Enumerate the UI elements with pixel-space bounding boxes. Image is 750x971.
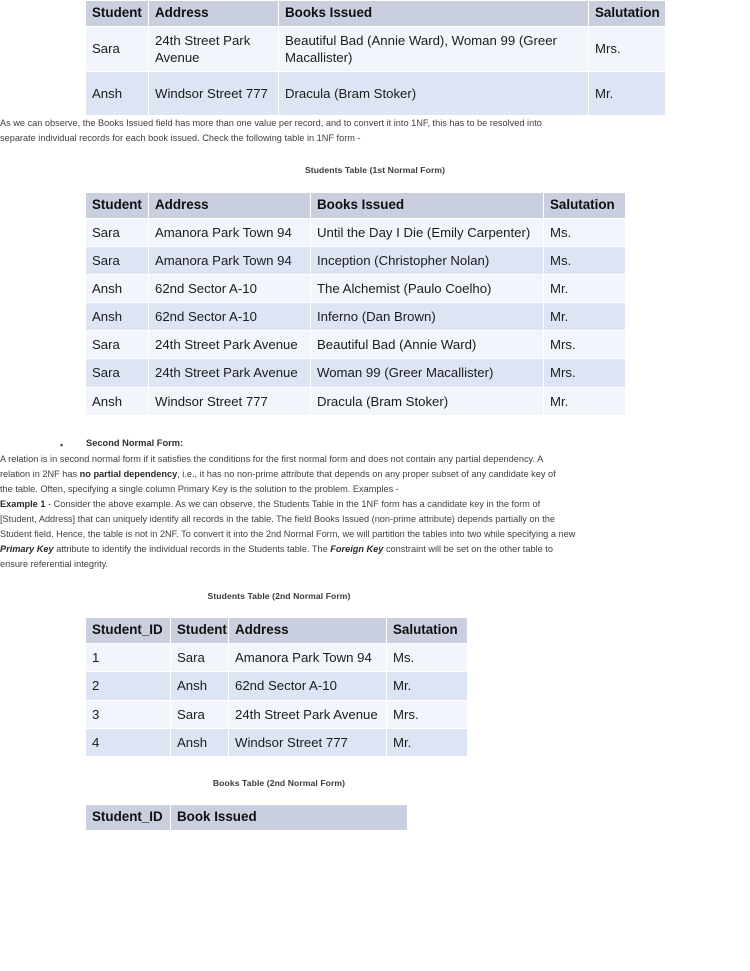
table-row: [86, 274, 626, 302]
cell-salutation: Ms.: [387, 644, 468, 672]
unnormalized-students-table: [85, 0, 666, 116]
cell-salutation: Mr.: [544, 274, 626, 302]
cell-address: Windsor Street 777: [149, 387, 311, 415]
cell-student: Ansh: [86, 303, 149, 331]
table-row: [86, 331, 626, 359]
table-row: [86, 218, 626, 246]
table-row: [86, 72, 666, 116]
column-header-student: Student: [86, 192, 149, 218]
cell-student-id: 3: [86, 700, 171, 728]
cell-address: 24th Street Park Avenue: [229, 700, 387, 728]
cell-address: 24th Street Park Avenue: [149, 26, 279, 71]
text-2nf-def-part1: A relation is in second normal form if it satisfies the conditions for the first normal form and does not contain any partial dependency. A relation in 2NF has: [0, 454, 543, 480]
cell-salutation: Mrs.: [544, 331, 626, 359]
cell-student: Ansh: [86, 72, 149, 116]
caption-2nf-books-table: Books Table (2nd Normal Form): [212, 777, 346, 788]
column-header-student-id: Student_ID: [86, 804, 171, 830]
table-header-row: [86, 1, 666, 27]
cell-salutation: Mr.: [544, 387, 626, 415]
cell-books-issued: Dracula (Bram Stoker): [311, 387, 544, 415]
caption-2nf-students-table: Students Table (2nd Normal Form): [207, 591, 351, 602]
column-header-book-issued: Book Issued: [171, 804, 408, 830]
cell-student: Sara: [86, 331, 149, 359]
cell-books-issued: Inception (Christopher Nolan): [311, 246, 544, 274]
text-example-part1: - Consider the above example. As we can observe, the Students Table in the 1NF form has a candidate key in the form of [Student, Address] that can uniquely identify all records in the table. The field Books Issued (non-prime attribute) depends partially on the Student field. Hence, the table is not in 2NF. To convert it into the 2nd Normal Form, we will partition the tables into two while specifying a new: [0, 498, 576, 539]
cell-books-issued: Inferno (Dan Brown): [311, 303, 544, 331]
second-normal-form-students-table: [85, 617, 468, 756]
cell-student: Sara: [86, 26, 149, 71]
table-row: [86, 26, 666, 71]
column-header-student-id: Student_ID: [86, 618, 171, 644]
cell-student: Ansh: [86, 274, 149, 302]
column-header-student: Student: [86, 1, 149, 27]
cell-student: Ansh: [86, 387, 149, 415]
cell-address: 24th Street Park Avenue: [149, 359, 311, 387]
second-normal-form-books-table: [85, 804, 408, 831]
paragraph-after-unf-table: As we can observe, the Books Issued field has more than one value per record, and to convert it into 1NF, this has to be resolved into separate individual records for each book issued. Check the following table in 1NF form -: [0, 118, 542, 143]
table-row: [86, 672, 468, 700]
cell-student: Sara: [86, 359, 149, 387]
cell-student-id: 2: [86, 672, 171, 700]
table-header: [86, 192, 626, 218]
table-header-row: [86, 192, 626, 218]
table-body: [86, 644, 468, 757]
cell-salutation: Mr.: [589, 72, 666, 116]
bullet-heading-label: Second Normal Form:: [86, 437, 184, 448]
paragraph-example-1: [0, 497, 578, 572]
cell-books-issued: The Alchemist (Paulo Coelho): [311, 274, 544, 302]
cell-address: 62nd Sector A-10: [149, 274, 311, 302]
cell-student: Sara: [171, 644, 229, 672]
column-header-address: Address: [229, 618, 387, 644]
cell-books-issued: Beautiful Bad (Annie Ward): [311, 331, 544, 359]
table-row: [86, 246, 626, 274]
first-normal-form-table: [85, 192, 626, 416]
table-header: [86, 1, 666, 27]
cell-address: 62nd Sector A-10: [149, 303, 311, 331]
cell-salutation: Mrs.: [544, 359, 626, 387]
cell-books-issued: Beautiful Bad (Annie Ward), Woman 99 (Greer Macallister): [279, 26, 589, 71]
cell-student-id: 4: [86, 728, 171, 756]
text-2nf-def-bold: no partial dependency: [79, 469, 178, 480]
cell-salutation: Mr.: [544, 303, 626, 331]
cell-salutation: Mrs.: [589, 26, 666, 71]
cell-salutation: Ms.: [544, 218, 626, 246]
cell-books-issued: Until the Day I Die (Emily Carpenter): [311, 218, 544, 246]
column-header-salutation: Salutation: [589, 1, 666, 27]
paragraph-2nf-definition: [0, 452, 570, 497]
cell-address: 62nd Sector A-10: [229, 672, 387, 700]
column-header-books-issued: Books Issued: [279, 1, 589, 27]
cell-student: Ansh: [171, 728, 229, 756]
table-row: [86, 728, 468, 756]
text-2nf-def-part2: , i.e., it has no non-prime attribute that depends on any proper subset of any candidate key of the table. Often, specifying a single column Primary Key is the solution to the problem. Examples -: [0, 469, 556, 495]
cell-student: Sara: [86, 246, 149, 274]
text-example-label: Example 1: [0, 498, 46, 509]
cell-salutation: Mr.: [387, 672, 468, 700]
cell-address: 24th Street Park Avenue: [149, 331, 311, 359]
table-row: [86, 303, 626, 331]
text-primary-key: Primary Key: [0, 543, 54, 554]
cell-address: Amanora Park Town 94: [149, 246, 311, 274]
cell-books-issued: Woman 99 (Greer Macallister): [311, 359, 544, 387]
cell-salutation: Ms.: [544, 246, 626, 274]
table-row: [86, 644, 468, 672]
column-header-salutation: Salutation: [544, 192, 626, 218]
cell-salutation: Mrs.: [387, 700, 468, 728]
table-body: [86, 26, 666, 115]
table-header: [86, 618, 468, 644]
cell-student: Sara: [171, 700, 229, 728]
text-example-part2: attribute to identify the individual records in the Students table. The: [53, 543, 331, 554]
cell-address: Amanora Park Town 94: [229, 644, 387, 672]
cell-student: Ansh: [171, 672, 229, 700]
cell-student: Sara: [86, 218, 149, 246]
cell-address: Windsor Street 777: [149, 72, 279, 116]
table-row: [86, 359, 626, 387]
column-header-student: Student: [171, 618, 229, 644]
column-header-books-issued: Books Issued: [311, 192, 544, 218]
table-header-row: [86, 618, 468, 644]
cell-student-id: 1: [86, 644, 171, 672]
table-row: [86, 700, 468, 728]
column-header-salutation: Salutation: [387, 618, 468, 644]
text-foreign-key: Foreign Key: [330, 543, 384, 554]
caption-1nf-table: Students Table (1st Normal Form): [304, 164, 446, 175]
bullet-second-normal-form: [60, 438, 750, 453]
table-row: [86, 387, 626, 415]
text-example-part3: constraint will be set on the other table to ensure referential integrity.: [0, 543, 553, 569]
cell-address: Amanora Park Town 94: [149, 218, 311, 246]
table-body: [86, 218, 626, 415]
column-header-address: Address: [149, 192, 311, 218]
cell-address: Windsor Street 777: [229, 728, 387, 756]
bullet-marker-icon: ▪: [60, 439, 64, 450]
column-header-address: Address: [149, 1, 279, 27]
table-header: [86, 804, 408, 830]
cell-salutation: Mr.: [387, 728, 468, 756]
cell-books-issued: Dracula (Bram Stoker): [279, 72, 589, 116]
table-header-row: [86, 804, 408, 830]
